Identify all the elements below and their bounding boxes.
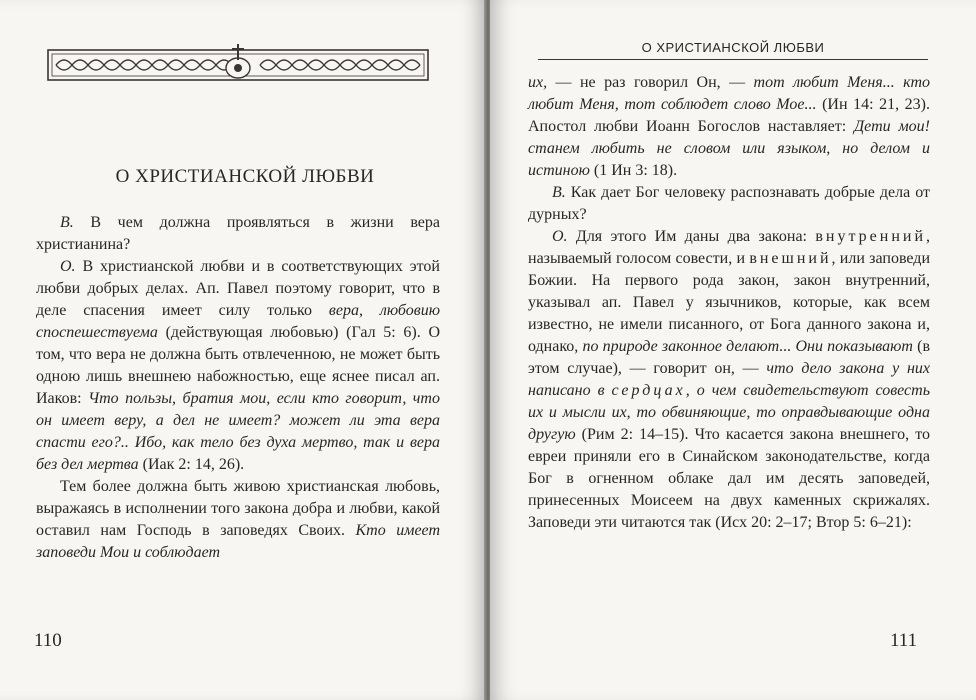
question-paragraph: В. Как дает Бог человеку распознавать добрые дела от дурных? [528, 184, 930, 223]
right-page [490, 0, 976, 700]
question-mark-label: В. [60, 214, 74, 231]
left-page [0, 0, 486, 700]
answer-mark-label: О. [60, 258, 76, 275]
page-number: 110 [34, 630, 62, 651]
running-head: О ХРИСТИАНСКОЙ ЛЮБВИ [538, 40, 928, 60]
chapter-title: О ХРИСТИАНСКОЙ ЛЮБВИ [115, 166, 375, 187]
left-body-text [36, 212, 440, 564]
answer-paragraph: О. В христианской любви и в соответствующих этой любви добрых делах. Ап. Павел поэтому говорит, что в деле спасения имеет силу только вера, любовию споспешествуема (действующая любовью) (Гал 5: 6). О том, что вера не должна быть отвлеченною, не может быть одною лишь внешнею набожностью, еще яснее писал ап. Иаков: Что пользы, братия мои, если кто говорит, что он имеет веру, а дел не имеет? может ли эта вера спасти его?.. Ибо, как тело без духа мертво, так и вера без дел мертва (Иак 2: 14, 26). [36, 258, 440, 473]
body-paragraph: Тем более должна быть живою христианская любовь, выражаясь в исполнении того закона добра и любви, какой оставил нам Господь в заповедях Своих. Кто имеет заповеди Мои и соблюдает [36, 478, 441, 561]
page-number: 111 [890, 630, 918, 651]
answer-paragraph: О. Для этого Им даны два закона: внутренний, называемый голосом совести, и внешний, или заповеди Божии. На первого рода закон, закон внутренний, указывал ап. Павел у язычников, которые, как всем известно, не имели писанного, от Бога данного закона и, однако, по природе законное делают... Они показывают (в этом случае), — говорит он, — что дело закона у них написано в сердцах, о чем свидетельствуют совесть их и мысли их, то обвиняющие, то оправдывающие одна другую (Рим 2: 14–15). Что касается закона внешнего, то евреи приняли его в Синайском законодательстве, когда Бог в огненном облаке дал им десять заповедей, принесенных Моисеем на двух каменных скрижалях. Заповеди эти читаются так (Исх 20: 2–17; Втор 5: 6–21): [528, 228, 931, 531]
answer-mark-label: О. [552, 228, 568, 245]
question-paragraph: В. В чем должна проявляться в жизни вера христианина? [36, 214, 440, 253]
question-mark-label: В. [552, 184, 566, 201]
ornamental-headpiece [46, 44, 430, 84]
right-body-text [528, 72, 930, 534]
body-paragraph: их, — не раз говорил Он, — тот любит Меня... кто любит Меня, тот соблюдет слово Мое... (Ин 14: 21, 23). Апостол любви Иоанн Богослов наставляет: Дети мои! станем любить не словом или языком, но делом и истиною (1 Ин 3: 18). [528, 74, 931, 179]
